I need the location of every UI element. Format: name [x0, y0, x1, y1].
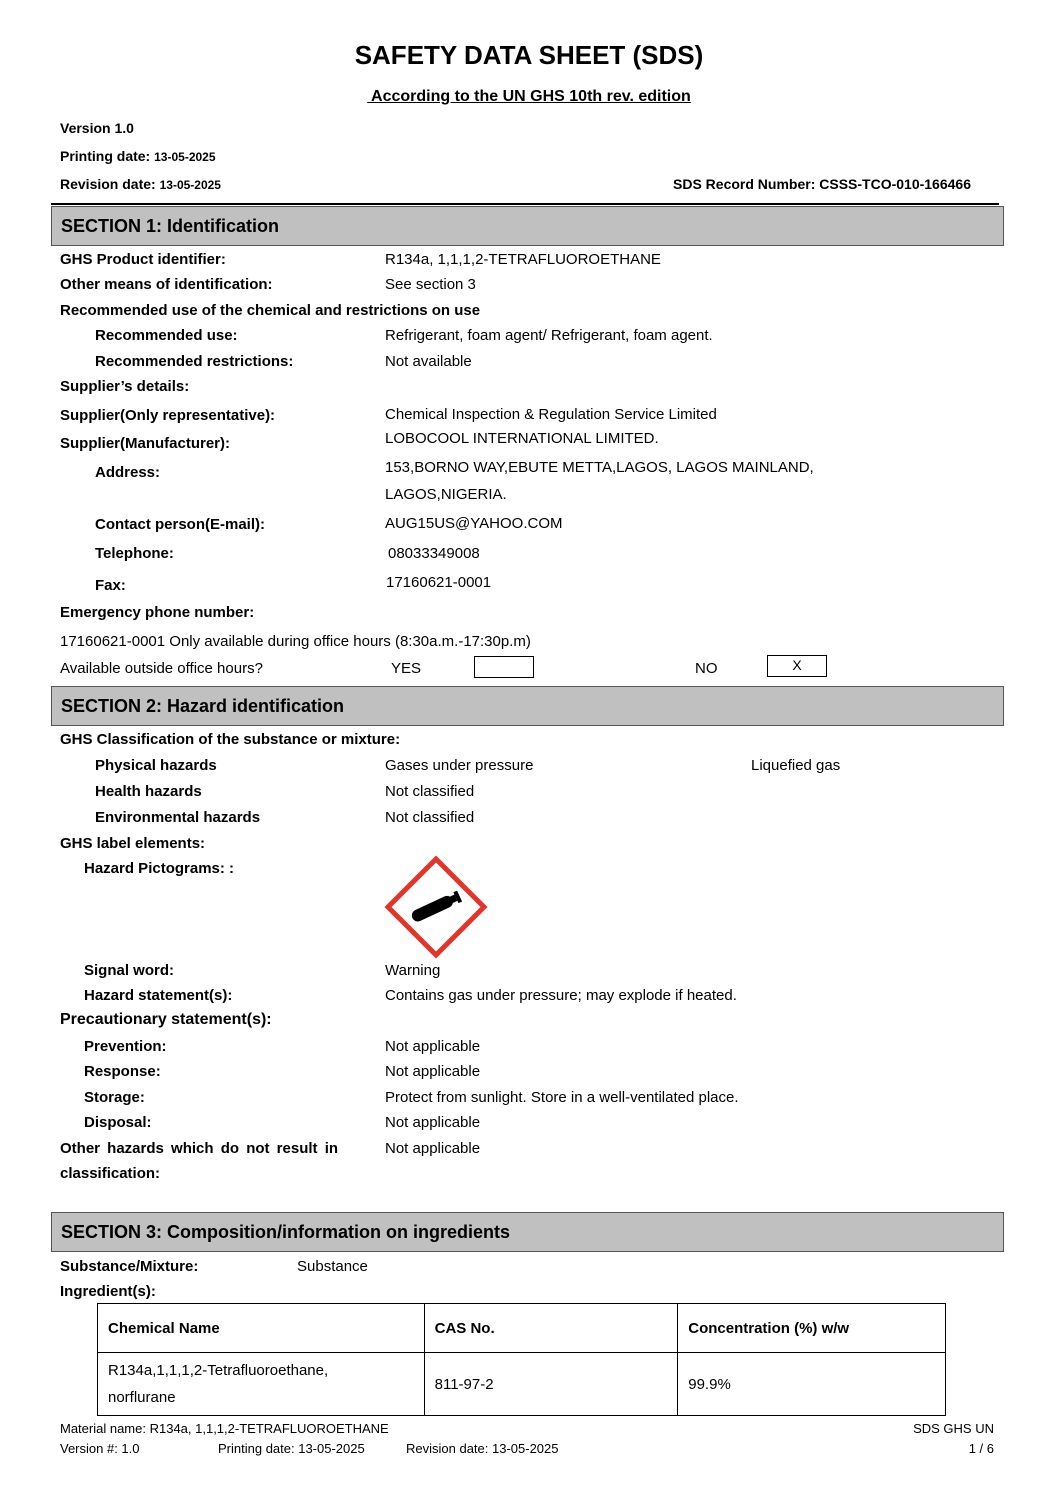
- no-label: NO: [695, 660, 718, 677]
- section-1-heading: SECTION 1: Identification: [51, 206, 1004, 246]
- footer-revision-date: Revision date: 13-05-2025: [406, 1441, 559, 1456]
- chemical-name-line-1: R134a,1,1,1,2-Tetrafluoroethane,: [108, 1362, 329, 1379]
- footer-material-name: Material name: R134a, 1,1,1,2-TETRAFLUOROETHANE: [60, 1421, 389, 1436]
- storage-label: Storage:: [84, 1089, 145, 1106]
- contact-email-value: AUG15US@YAHOO.COM: [385, 515, 563, 532]
- ghs-label-elements-label: GHS label elements:: [60, 835, 206, 852]
- disposal-label: Disposal:: [84, 1114, 152, 1131]
- header-chemical-name: Chemical Name: [98, 1304, 425, 1353]
- no-checkbox[interactable]: X: [767, 655, 827, 677]
- footer-page-number: 1 / 6: [968, 1441, 994, 1456]
- revision-date-value: 13-05-2025: [159, 178, 221, 192]
- address-line-2: LAGOS,NIGERIA.: [385, 486, 507, 503]
- supplier-manufacturer-value: LOBOCOOL INTERNATIONAL LIMITED.: [385, 430, 659, 447]
- section-3-heading: SECTION 3: Composition/information on ingredients: [51, 1212, 1004, 1252]
- fax-value: 17160621-0001: [386, 574, 492, 591]
- substance-mixture-label: Substance/Mixture:: [60, 1258, 199, 1275]
- header-concentration: Concentration (%) w/w: [678, 1304, 946, 1353]
- document-title: SAFETY DATA SHEET (SDS): [354, 40, 704, 70]
- recommended-use-label: Recommended use:: [95, 327, 238, 344]
- footer-version: Version #: 1.0: [60, 1441, 140, 1456]
- supplier-representative-value: Chemical Inspection & Regulation Service Limited: [385, 406, 717, 423]
- address-line-1: 153,BORNO WAY,EBUTE METTA,LAGOS, LAGOS MAINLAND,: [385, 459, 814, 476]
- printing-date: [60, 148, 216, 164]
- ingredients-table: [97, 1303, 946, 1416]
- ingredients-label: Ingredient(s):: [60, 1283, 156, 1300]
- environmental-hazards-label: Environmental hazards: [95, 809, 261, 826]
- prevention-label: Prevention:: [84, 1038, 167, 1055]
- address-label: Address:: [95, 464, 161, 481]
- other-means-value: See section 3: [385, 276, 476, 293]
- emergency-phone-label: Emergency phone number:: [60, 604, 255, 621]
- hazard-pictograms-label: Hazard Pictograms: :: [84, 860, 235, 877]
- document-subtitle: According to the UN GHS 10th rev. edition: [367, 88, 691, 105]
- supplier-manufacturer-label: Supplier(Manufacturer):: [60, 435, 231, 452]
- precautionary-statements-label: Precautionary statement(s):: [60, 1011, 272, 1028]
- hazard-statement-label: Hazard statement(s):: [84, 987, 233, 1004]
- telephone-label: Telephone:: [95, 545, 174, 562]
- revision-date: [60, 176, 221, 192]
- recommended-restrictions-label: Recommended restrictions:: [95, 353, 294, 370]
- response-label: Response:: [84, 1063, 161, 1080]
- footer-document-type: SDS GHS UN: [913, 1421, 994, 1436]
- product-identifier-label: GHS Product identifier:: [60, 251, 226, 268]
- table-header-row: [98, 1304, 946, 1353]
- signal-word-label: Signal word:: [84, 962, 174, 979]
- health-hazards-value: Not classified: [385, 783, 475, 800]
- printing-date-label: Printing date:: [60, 148, 151, 164]
- printing-date-value: 13-05-2025: [154, 150, 216, 164]
- product-identifier-value: R134a, 1,1,1,2-TETRAFLUOROETHANE: [385, 251, 661, 268]
- revision-date-label: Revision date:: [60, 176, 156, 192]
- other-means-label: Other means of identification:: [60, 276, 273, 293]
- signal-word-value: Warning: [385, 962, 441, 979]
- prevention-value: Not applicable: [385, 1038, 481, 1055]
- recommended-use-heading: Recommended use of the chemical and restrictions on use: [60, 302, 481, 319]
- header-divider: [51, 203, 999, 205]
- chemical-name-line-2: norflurane: [108, 1389, 176, 1406]
- telephone-value: 08033349008: [388, 545, 480, 562]
- other-hazards-label-line-1: Other hazards which do not result in: [60, 1140, 339, 1157]
- concentration-cell: 99.9%: [678, 1353, 946, 1416]
- supplier-details-label: Supplier’s details:: [60, 378, 190, 395]
- gas-cylinder-icon: [384, 855, 488, 959]
- version-text: Version 1.0: [60, 120, 134, 136]
- physical-hazards-label: Physical hazards: [95, 757, 217, 774]
- outside-hours-label: Available outside office hours?: [60, 660, 263, 677]
- yes-checkbox[interactable]: [474, 656, 534, 678]
- chemical-name-cell: [98, 1353, 425, 1416]
- header-cas-no: CAS No.: [424, 1304, 678, 1353]
- physical-hazards-value: Gases under pressure: [385, 757, 534, 774]
- supplier-representative-label: Supplier(Only representative):: [60, 407, 276, 424]
- disposal-value: Not applicable: [385, 1114, 481, 1131]
- hazard-statement-value: Contains gas under pressure; may explode if heated.: [385, 987, 737, 1004]
- table-row: [98, 1353, 946, 1416]
- cas-number-cell: 811-97-2: [424, 1353, 678, 1416]
- yes-label: YES: [391, 660, 422, 677]
- response-value: Not applicable: [385, 1063, 481, 1080]
- contact-email-label: Contact person(E-mail):: [95, 516, 266, 533]
- other-hazards-value: Not applicable: [385, 1140, 481, 1157]
- environmental-hazards-value: Not classified: [385, 809, 475, 826]
- ghs-classification-label: GHS Classification of the substance or mixture:: [60, 731, 401, 748]
- recommended-use-value: Refrigerant, foam agent/ Refrigerant, foam agent.: [385, 327, 713, 344]
- substance-mixture-value: Substance: [297, 1258, 368, 1275]
- emergency-phone-value: 17160621-0001 Only available during office hours (8:30a.m.-17:30p.m): [60, 633, 531, 650]
- sds-record-number: SDS Record Number: CSSS-TCO-010-166466: [673, 176, 971, 192]
- other-hazards-label-line-2: classification:: [60, 1165, 161, 1182]
- recommended-restrictions-value: Not available: [385, 353, 472, 370]
- footer-printing-date: Printing date: 13-05-2025: [218, 1441, 365, 1456]
- storage-value: Protect from sunlight. Store in a well-ventilated place.: [385, 1089, 739, 1106]
- fax-label: Fax:: [95, 577, 126, 594]
- section-2-heading: SECTION 2: Hazard identification: [51, 686, 1004, 726]
- physical-hazards-category: Liquefied gas: [751, 757, 841, 774]
- health-hazards-label: Health hazards: [95, 783, 202, 800]
